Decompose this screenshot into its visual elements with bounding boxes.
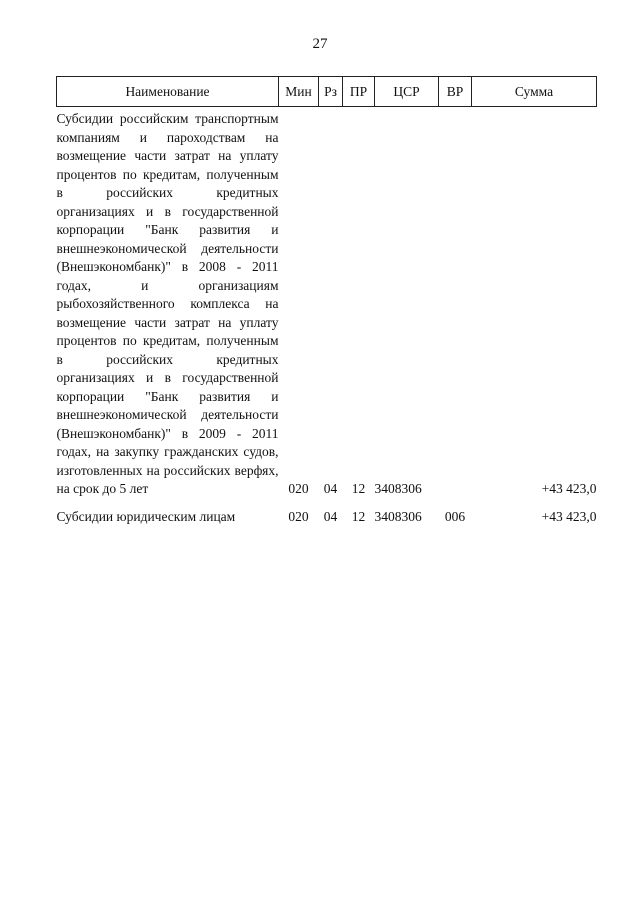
- header-min: Мин: [279, 77, 319, 107]
- row-sum: +43 423,0: [541, 508, 597, 524]
- table-row: [57, 499, 597, 527]
- header-name: Наименование: [57, 77, 279, 107]
- row-vr: [439, 107, 472, 499]
- header-vr: ВР: [439, 77, 472, 107]
- row-rz: 04: [323, 508, 338, 524]
- row-vr: 006: [444, 508, 466, 524]
- row-rz: 04: [323, 481, 338, 496]
- header-sum: Сумма: [472, 77, 597, 107]
- row-name: Субсидии юридическим лицам: [56, 508, 236, 524]
- header-csr: ЦСР: [375, 77, 439, 107]
- table-header-row: [57, 77, 597, 107]
- row-pr: 12: [351, 481, 366, 496]
- row-sum: +43 423,0: [541, 481, 597, 496]
- row-name: Субсидии российским транспортным компаниям и пароходствам на возмещение части затрат на уплату процентов по кредитам, полученным в российских кредитных организациях и в государственной корпорации "Банк развития и внешнеэкономической деятельности (Внешэкономбанк)" в 2008 - 2011 годах, и организациям рыбохозяйственного комплекса на возмещение части затрат на уплату процентов по кредитам, полученным в российских кредитных организациях и в государственной корпорации "Банк развития и внешнеэкономической деятельности (Внешэкономбанк)" в 2009 - 2011 годах, на закупку гражданских судов, изготовленных на российских верфях, на срок до 5 лет: [56, 111, 279, 496]
- header-pr: ПР: [343, 77, 375, 107]
- row-csr: 3408306: [374, 508, 422, 524]
- row-csr: 3408306: [374, 481, 422, 496]
- table-row: [57, 107, 597, 499]
- page-number: 27: [312, 36, 328, 52]
- row-pr: 12: [351, 508, 366, 524]
- budget-table: [56, 76, 597, 526]
- header-rz: Рз: [319, 77, 343, 107]
- row-min: 020: [288, 508, 309, 524]
- row-min: 020: [288, 481, 309, 496]
